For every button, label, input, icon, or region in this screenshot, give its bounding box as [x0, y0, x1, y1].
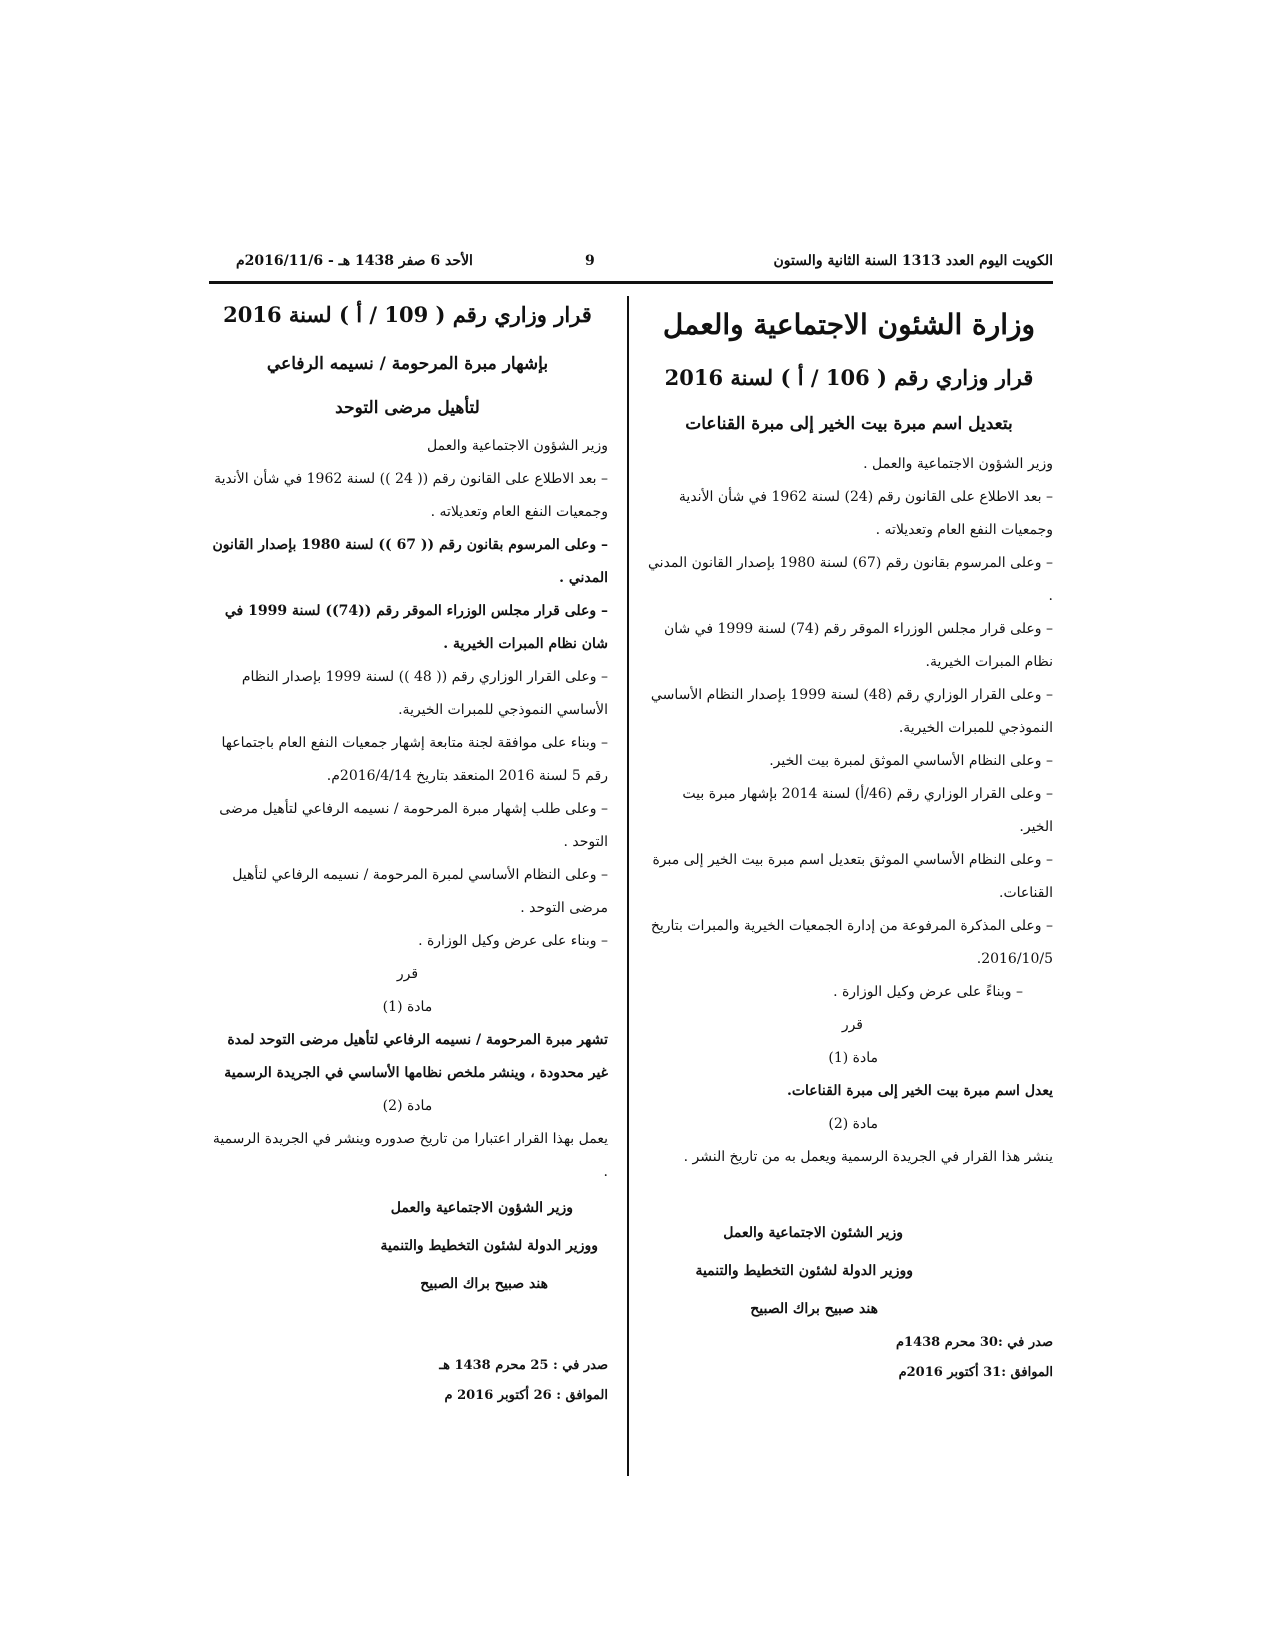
ministry-title: وزارة الشئون الاجتماعية والعمل: [662, 308, 1036, 341]
minister-intro: وزير الشؤون الاجتماعية والعمل: [427, 438, 608, 454]
issued-date: صدر في :30 محرم 1438م: [895, 1335, 1053, 1350]
preamble-item: – وعلى النظام الأساسي لمبرة المرحومة / نسيمه الرفاعي لتأهيل مرضى التوحد .: [232, 867, 608, 916]
header-issue: الكويت اليوم العدد 1313 السنة الثانية والستون: [773, 253, 1053, 269]
decided-label: قرر: [841, 1017, 863, 1033]
decree-subject: بإشهار مبرة المرحومة / نسيمه الرفاعي: [266, 354, 549, 374]
article-1-text: يعدل اسم مبرة بيت الخير إلى مبرة القناعات.: [786, 1083, 1053, 1099]
decree-title: قرار وزاري رقم ( 106 / أ ) لسنة 2016: [664, 365, 1034, 390]
article-2-text: يعمل بهذا القرار اعتبارا من تاريخ صدوره وينشر في الجريدة الرسمية .: [212, 1131, 608, 1180]
decree-title: قرار وزاري رقم ( 109 / أ ) لسنة 2016: [223, 302, 592, 327]
signature-name: هند صبيح براك الصبيح: [750, 1301, 878, 1317]
decree-subject: بتعديل اسم مبرة بيت الخير إلى مبرة القناعات: [685, 414, 1013, 434]
preamble-item: – وعلى طلب إشهار مبرة المرحومة / نسيمه الرفاعي لتأهيل مرضى التوحد .: [219, 801, 608, 850]
column-divider: [627, 296, 629, 1476]
preamble-item: – بعد الاطلاع على القانون رقم (24) لسنة 1962 في شأن الأندية وجمعيات النفع العام وتعديلاته .: [678, 489, 1053, 538]
minister-intro: وزير الشؤون الاجتماعية والعمل .: [863, 456, 1053, 472]
article-2-text: ينشر هذا القرار في الجريدة الرسمية ويعمل به من تاريخ النشر .: [683, 1149, 1053, 1165]
preamble-item: – وعلى النظام الأساسي الموثق بتعديل اسم مبرة بيت الخير إلى مبرة القناعات.: [652, 852, 1053, 901]
header-rule: [209, 281, 1053, 284]
issued-date: صدر في : 25 محرم 1438 هـ: [439, 1358, 608, 1373]
preamble-item: – وعلى القرار الوزاري رقم (( 48 )) لسنة 1999 بإصدار النظام الأساسي النموذجي للمبرات الخيرية.: [241, 669, 608, 718]
page-number: 9: [585, 253, 595, 269]
signature-title: وزير الشئون الاجتماعية والعمل: [723, 1225, 903, 1241]
preamble-item: – وعلى النظام الأساسي الموثق لمبرة بيت الخير.: [769, 753, 1053, 769]
signature-title: ووزير الدولة لشئون التخطيط والتنمية: [695, 1263, 913, 1279]
preamble-item: – وبناء على عرض وكيل الوزارة .: [418, 933, 608, 949]
preamble-item: – وعلى المذكرة المرفوعة من إدارة الجمعيات الخيرية والمبرات بتاريخ 2016/10/5.: [650, 918, 1053, 967]
corresponding-date: الموافق :31 أكتوبر 2016م: [898, 1365, 1053, 1380]
preamble-item: – وعلى المرسوم بقانون رقم (( 67 )) لسنة 1980 بإصدار القانون المدني .: [212, 537, 608, 586]
signature-title: ووزير الدولة لشئون التخطيط والتنمية: [380, 1238, 598, 1254]
corresponding-date: الموافق : 26 أكتوبر 2016 م: [444, 1388, 608, 1403]
decree-subject: لتأهيل مرضى التوحد: [335, 398, 480, 418]
preamble-item: – وعلى قرار مجلس الوزراء الموقر رقم (74) لسنة 1999 في شان نظام المبرات الخيرية.: [663, 621, 1053, 670]
article-1-text: تشهر مبرة المرحومة / نسيمه الرفاعي لتأهيل مرضى التوحد لمدة غير محدودة ، وينشر ملخص نظامها الأساسي في الجريدة الرسمية: [224, 1032, 608, 1081]
article-1-title: مادة (1): [382, 999, 433, 1015]
preamble-item: – وبناء على موافقة لجنة متابعة إشهار جمعيات النفع العام باجتماعها رقم 5 لسنة 2016 المنعقد بتاريخ 2016/4/14م.: [221, 735, 608, 784]
preamble-item: – وعلى قرار مجلس الوزراء الموقر رقم ((74)) لسنة 1999 في شان نظام المبرات الخيرية .: [224, 603, 608, 652]
preamble-item: – بعد الاطلاع على القانون رقم (( 24 )) لسنة 1962 في شأن الأندية وجمعيات النفع العام وتعديلاته .: [214, 471, 608, 520]
decided-label: قرر: [396, 966, 419, 982]
header-date: الأحد 6 صفر 1438 هـ - 2016/11/6م: [236, 253, 473, 269]
right-column: [645, 296, 1053, 1388]
article-2-title: مادة (2): [828, 1116, 878, 1132]
article-1-title: مادة (1): [828, 1050, 878, 1066]
preamble-item: – وعلى المرسوم بقانون رقم (67) لسنة 1980 بإصدار القانون المدني .: [648, 555, 1053, 604]
preamble-item: – وبناءً على عرض وكيل الوزارة .: [833, 984, 1023, 1000]
article-2-title: مادة (2): [382, 1098, 433, 1114]
left-column: [207, 296, 608, 1411]
signature-name: هند صبيح براك الصبيح: [420, 1276, 548, 1292]
preamble-item: – وعلى القرار الوزاري رقم (48) لسنة 1999 بإصدار النظام الأساسي النموذجي للمبرات الخيرية.: [650, 687, 1053, 736]
signature-title: وزير الشؤون الاجتماعية والعمل: [390, 1200, 573, 1216]
preamble-item: – وعلى القرار الوزاري رقم (46/أ) لسنة 2014 بإشهار مبرة بيت الخير.: [682, 786, 1053, 835]
